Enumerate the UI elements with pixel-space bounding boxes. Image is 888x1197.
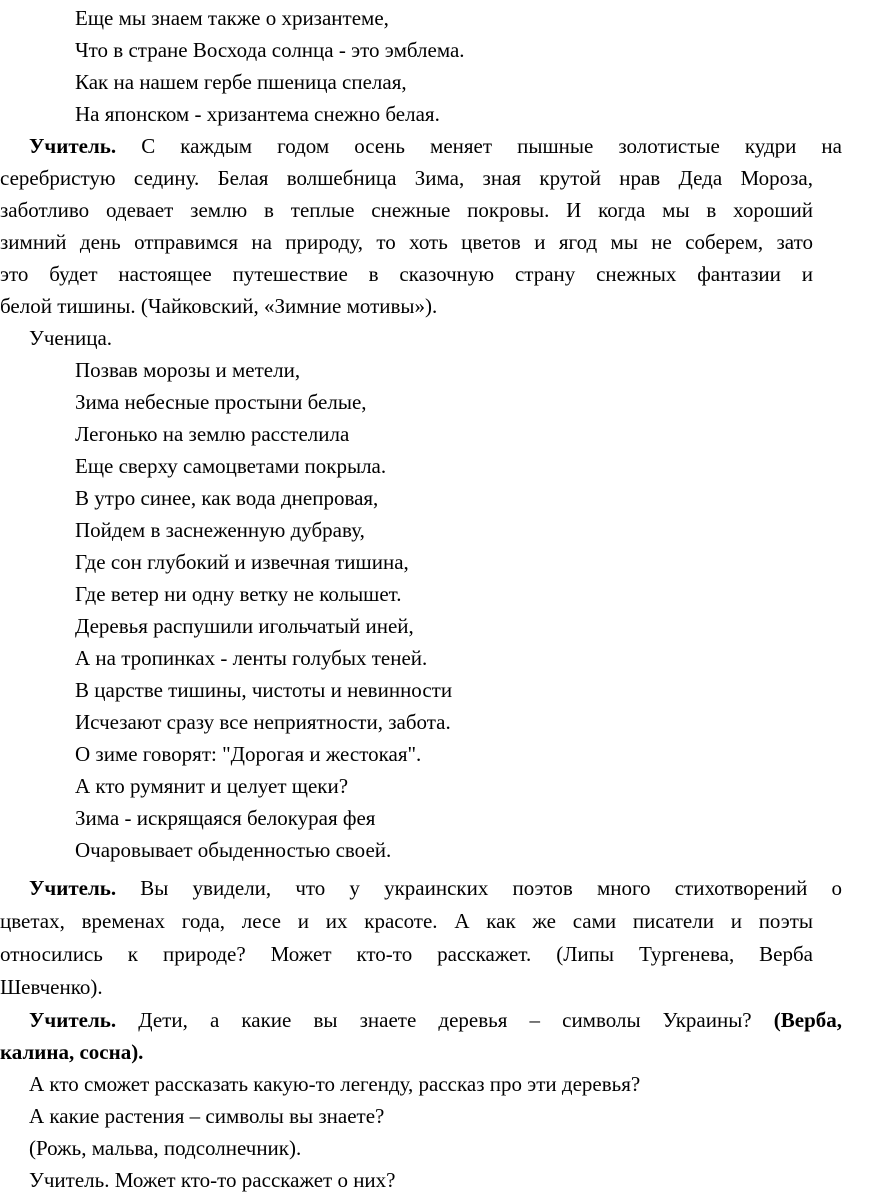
speaker-label: Учитель.: [29, 1008, 117, 1032]
p2-line: цветах, временах года, лесе и их красоте. А как же сами писатели и поэты: [0, 909, 813, 933]
p2-text: Вы увидели, что у украинских поэтов много стихотворений о: [116, 876, 842, 900]
poem2-line: Позвав морозы и метели,: [75, 358, 301, 382]
poem2-line: Исчезают сразу все неприятности, забота.: [75, 710, 451, 734]
teacher-line: Учитель. Может кто-то расскажет о них?: [29, 1168, 396, 1192]
poem2-line: О зиме говорят: "Дорогая и жестокая".: [75, 742, 422, 766]
poem1-line: Еще мы знаем также о хризантеме,: [75, 6, 389, 30]
poem2-line: Деревья распушили игольчатый иней,: [75, 614, 414, 638]
poem2-line: А кто румянит и целует щеки?: [75, 774, 349, 798]
p1-line: белой тишины. (Чайковский, «Зимние мотивы»).: [0, 294, 438, 318]
poem2-line: Зима небесные простыни белые,: [75, 390, 367, 414]
poem2-line: Пойдем в заснеженную дубраву,: [75, 518, 365, 542]
p3-answer-2: калина, сосна).: [0, 1040, 144, 1064]
p2-line-1: [0, 872, 842, 904]
poem2-line: А на тропинках - ленты голубых теней.: [75, 646, 428, 670]
p1-line-1: [0, 130, 842, 162]
poem2-line: Где ветер ни одну ветку не колышет.: [75, 582, 402, 606]
poem1-line: Что в стране Восхода солнца - это эмблема.: [75, 38, 465, 62]
p1-line: заботливо одевает землю в теплые снежные покровы. И когда мы в хороший: [0, 198, 813, 222]
p1-line: зимний день отправимся на природу, то хоть цветов и ягод мы не соберем, зато: [0, 230, 813, 254]
poem2-line: Зима - искрящаяся белокурая фея: [75, 806, 376, 830]
student-label: Ученица.: [29, 326, 113, 350]
poem1-line: На японском - хризантема снежно белая.: [75, 102, 440, 126]
p1-line: серебристую седину. Белая волшебница Зима, зная крутой нрав Деда Мороза,: [0, 166, 813, 190]
p1-line: это будет настоящее путешествие в сказочную страну снежных фантазии и: [0, 262, 813, 286]
poem1-line: Как на нашем гербе пшеница спелая,: [75, 70, 407, 94]
poem2-line: Легонько на землю расстелила: [75, 422, 350, 446]
speaker-label: Учитель.: [29, 134, 117, 158]
answer-line: (Рожь, мальва, подсолнечник).: [29, 1136, 302, 1160]
p2-line: относились к природе? Может кто-то расскажет. (Липы Тургенева, Верба: [0, 942, 813, 966]
speaker-label: Учитель.: [29, 876, 117, 900]
p3-text: Дети, а какие вы знаете деревья – символы Украины?: [116, 1008, 774, 1032]
question-line: А какие растения – символы вы знаете?: [29, 1104, 385, 1128]
poem2-line: Где сон глубокий и извечная тишина,: [75, 550, 409, 574]
question-line: А кто сможет рассказать какую-то легенду, рассказ про эти деревья?: [29, 1072, 641, 1096]
p1-text: С каждым годом осень меняет пышные золотистые кудри на: [116, 134, 842, 158]
poem2-line: Еще сверху самоцветами покрыла.: [75, 454, 387, 478]
p2-line: Шевченко).: [0, 975, 103, 999]
poem2-line: В утро синее, как вода днепровая,: [75, 486, 379, 510]
poem2-line: Очаровывает обыденностью своей.: [75, 838, 392, 862]
p3-line-1: [0, 1004, 842, 1036]
p3-answer-1: (Верба,: [773, 1008, 842, 1032]
poem2-line: В царстве тишины, чистоты и невинности: [75, 678, 453, 702]
